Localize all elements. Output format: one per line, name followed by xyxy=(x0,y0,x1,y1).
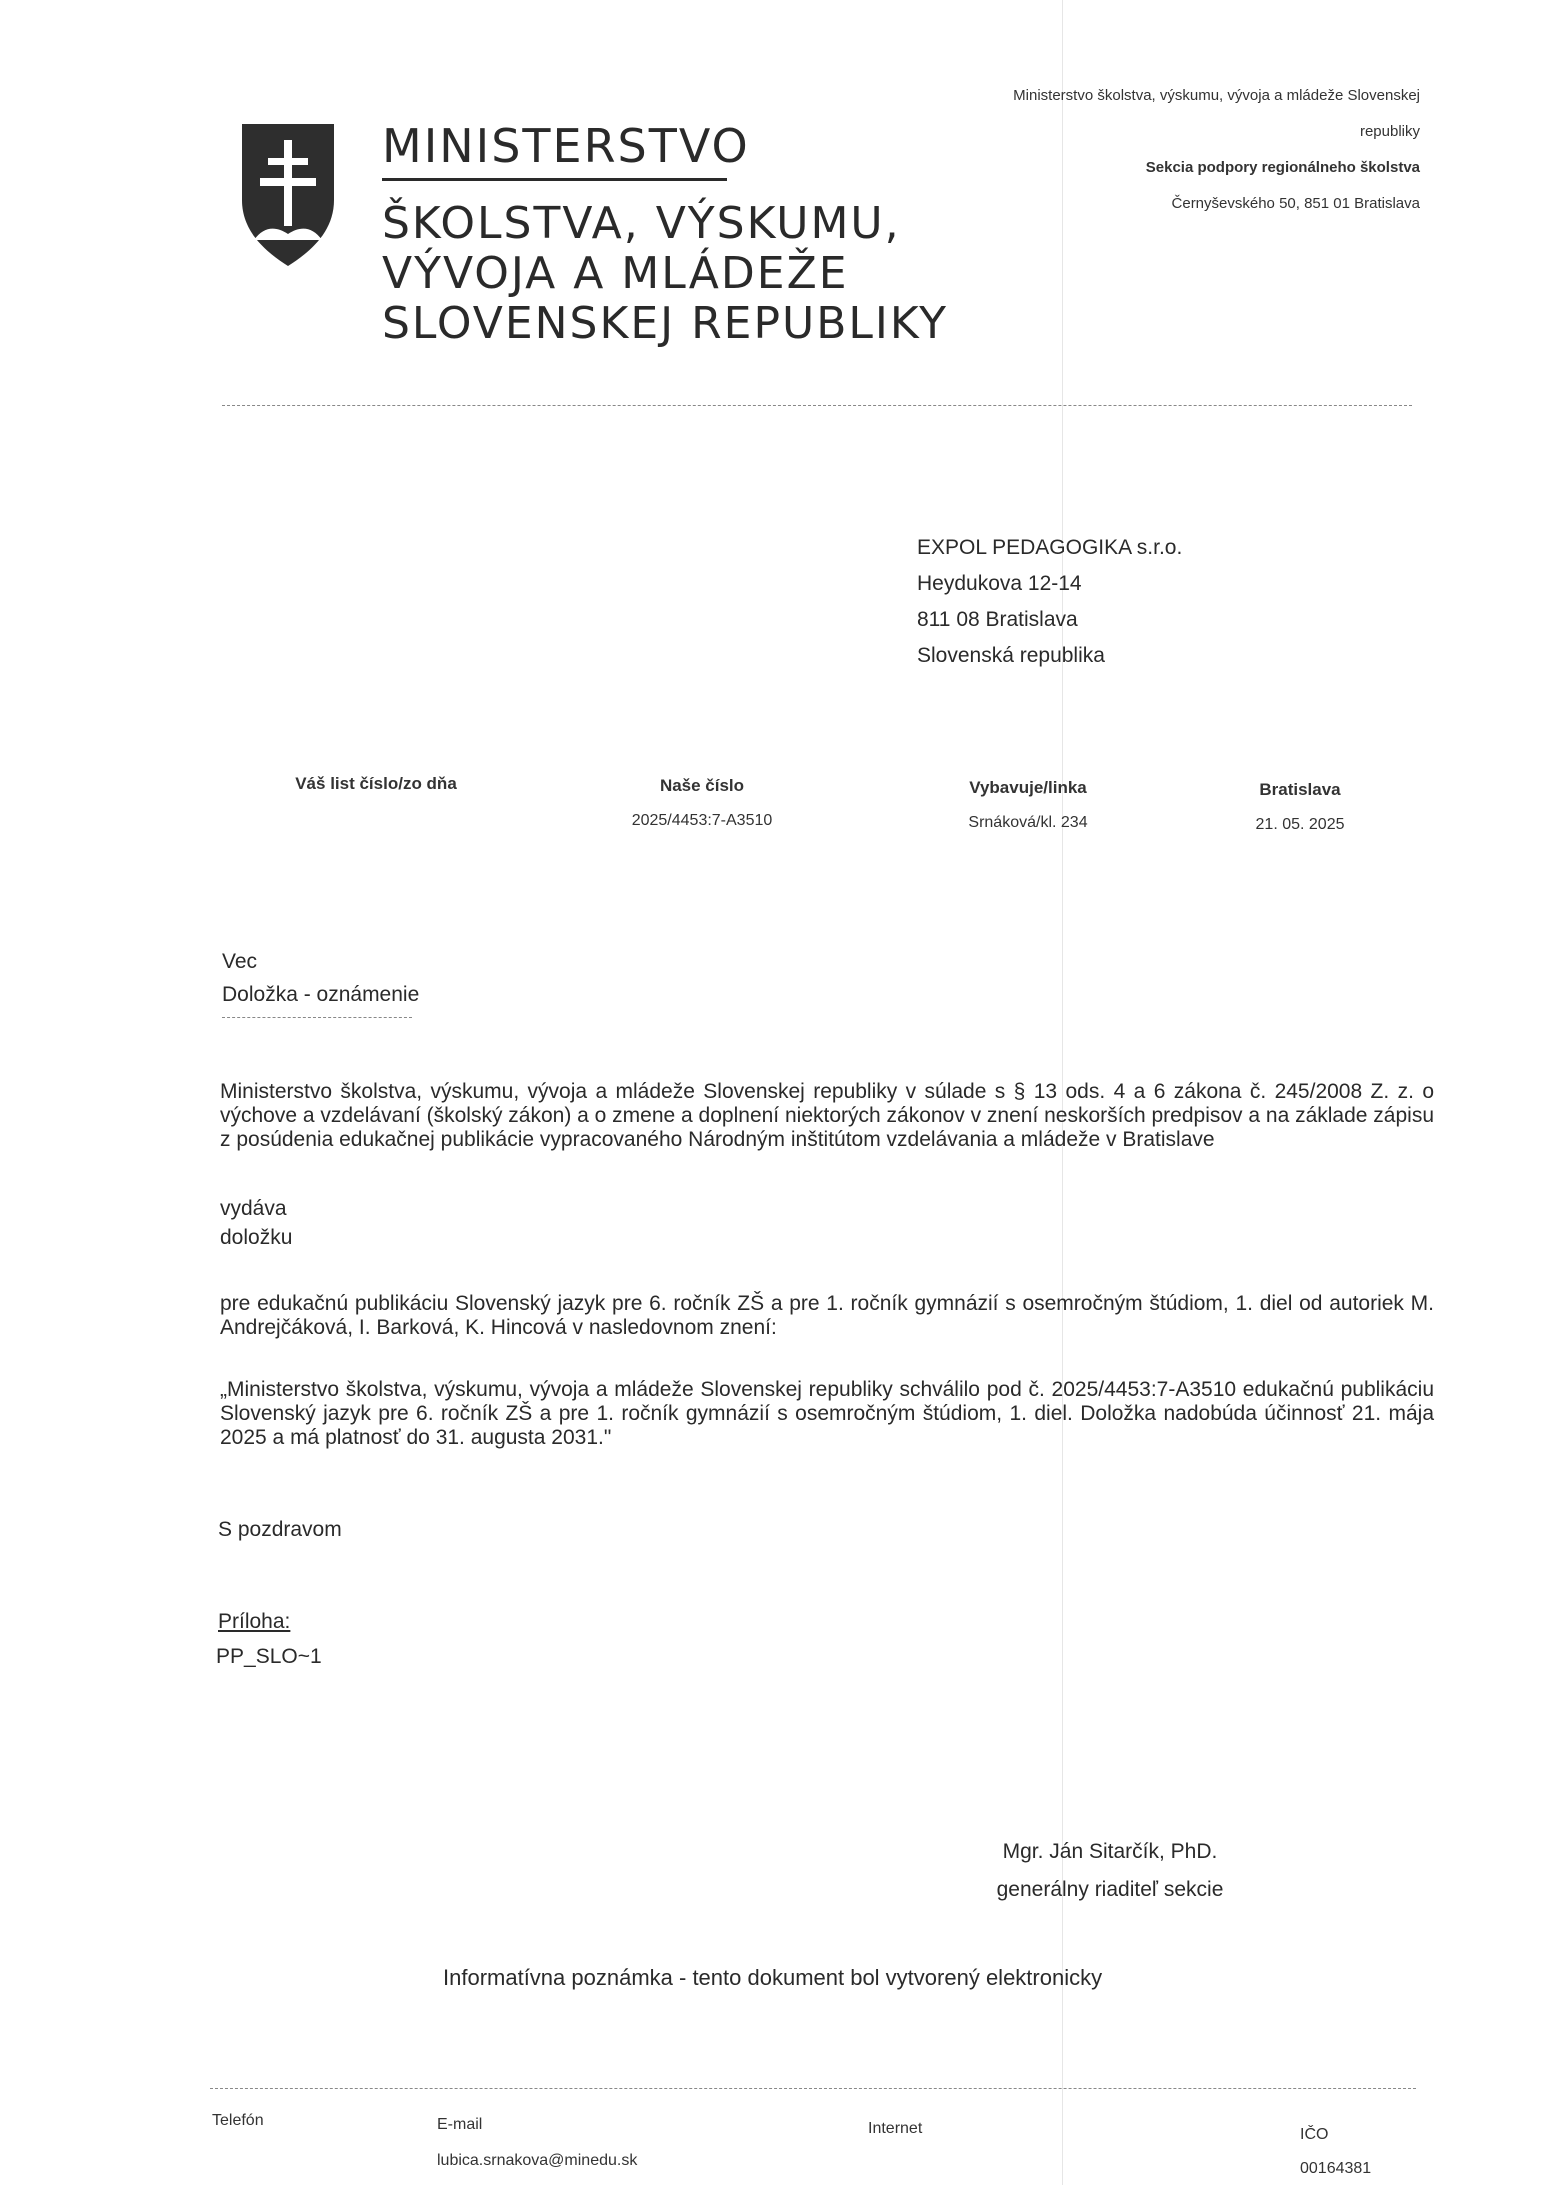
recipient-name: EXPOL PEDAGOGIKA s.r.o. xyxy=(917,536,1183,559)
ref-handled-by-value: Srnáková/kl. 234 xyxy=(968,814,1088,831)
footer-email: lubica.srnakova@minedu.sk xyxy=(437,2152,638,2169)
logo-line-4: SLOVENSKEJ REPUBLIKY xyxy=(382,298,949,349)
subject-divider xyxy=(222,1017,412,1018)
subject-label: Vec xyxy=(222,950,258,973)
body-clause: doložku xyxy=(220,1226,293,1249)
coat-of-arms-icon xyxy=(240,122,336,268)
logo-wordmark xyxy=(382,118,949,349)
footer-divider xyxy=(210,2088,1416,2089)
sender-line-2: republiky xyxy=(1359,123,1420,140)
attachment-value: PP_SLO~1 xyxy=(216,1645,322,1668)
ref-handled-by-label: Vybavuje/linka xyxy=(969,778,1087,797)
ref-your-letter xyxy=(246,774,506,794)
attachment-label: Príloha: xyxy=(218,1610,291,1633)
body-paragraph-2: pre edukačnú publikáciu Slovenský jazyk pre 6. ročník ZŠ a pre 1. ročník gymnázií s osemročným štúdiom, 1. diel od autoriek M. Andrejčáková, I. Barková, K. Hincová v nasledovnom znení: xyxy=(220,1292,1434,1339)
footer-email-label: E-mail xyxy=(437,2116,483,2133)
ref-your-letter-label: Váš list číslo/zo dňa xyxy=(295,774,457,793)
electronic-note: Informatívna poznámka - tento dokument bol vytvorený elektronicky xyxy=(443,1965,1103,1990)
greeting: S pozdravom xyxy=(218,1518,342,1541)
ref-place-label: Bratislava xyxy=(1259,780,1341,799)
sender-address xyxy=(860,78,1420,222)
signature-block xyxy=(960,1833,1260,1909)
footer-internet-label: Internet xyxy=(868,2120,923,2137)
ref-our-number-label: Naše číslo xyxy=(659,776,745,795)
logo-line-ministerstvo: MINISTERSTVO xyxy=(382,119,750,173)
recipient-street: Heydukova 12-14 xyxy=(917,572,1082,595)
logo-line-3: VÝVOJA A MLÁDEŽE xyxy=(382,248,849,299)
ref-date-value: 21. 05. 2025 xyxy=(1255,816,1345,833)
sender-line-1: Ministerstvo školstva, výskumu, vývoja a mládeže Slovenskej xyxy=(1013,87,1420,104)
ref-handled-by xyxy=(898,778,1158,832)
logo-line-2: ŠKOLSTVA, VÝSKUMU, xyxy=(382,198,901,249)
ref-our-number-value: 2025/4453:7-A3510 xyxy=(631,812,773,829)
subject-block xyxy=(222,945,419,1011)
signer-title: generálny riaditeľ sekcie xyxy=(996,1878,1224,1901)
body-paragraph-3: „Ministerstvo školstva, výskumu, vývoja a mládeže Slovenskej republiky schválilo pod č. 2025/4453:7-A3510 edukačnú publikáciu Slovenský jazyk pre 6. ročník ZŠ a pre 1. ročník gymnázií s osemročným štúdiom, 1. diel. Doložka nadobúda účinnosť 21. mája 2025 a má platnosť do 31. augusta 2031." xyxy=(220,1378,1434,1449)
recipient-city: 811 08 Bratislava xyxy=(917,608,1078,631)
subject-value: Doložka - oznámenie xyxy=(222,983,420,1006)
footer-ico: 00164381 xyxy=(1300,2160,1372,2177)
header-divider xyxy=(222,405,1412,406)
recipient-country: Slovenská republika xyxy=(917,644,1105,667)
logo-underline xyxy=(382,178,727,181)
sender-street: Černyševského 50, 851 01 Bratislava xyxy=(1171,195,1420,212)
body-paragraph-1: Ministerstvo školstva, výskumu, vývoja a mládeže Slovenskej republiky v súlade s § 13 ods. 4 a 6 zákona č. 245/2008 Z. z. o výchove a vzdelávaní (školský zákon) a o zmene a doplnení niektorých zákonov v znení neskorších predpisov a na základe zápisu z posúdenia edukačnej publikácie vypracovaného Národným inštitútom vzdelávania a mládeže v Bratislave xyxy=(220,1080,1435,1151)
sender-section: Sekcia podpory regionálneho školstva xyxy=(1145,159,1420,176)
body-issues: vydáva xyxy=(220,1197,287,1220)
signer-name: Mgr. Ján Sitarčík, PhD. xyxy=(1002,1840,1218,1863)
ref-our-number xyxy=(572,776,832,830)
footer-ico-label: IČO xyxy=(1300,2126,1329,2143)
footer-phone-label: Telefón xyxy=(212,2112,264,2129)
ref-date xyxy=(1170,780,1430,834)
recipient-address xyxy=(917,530,1182,674)
